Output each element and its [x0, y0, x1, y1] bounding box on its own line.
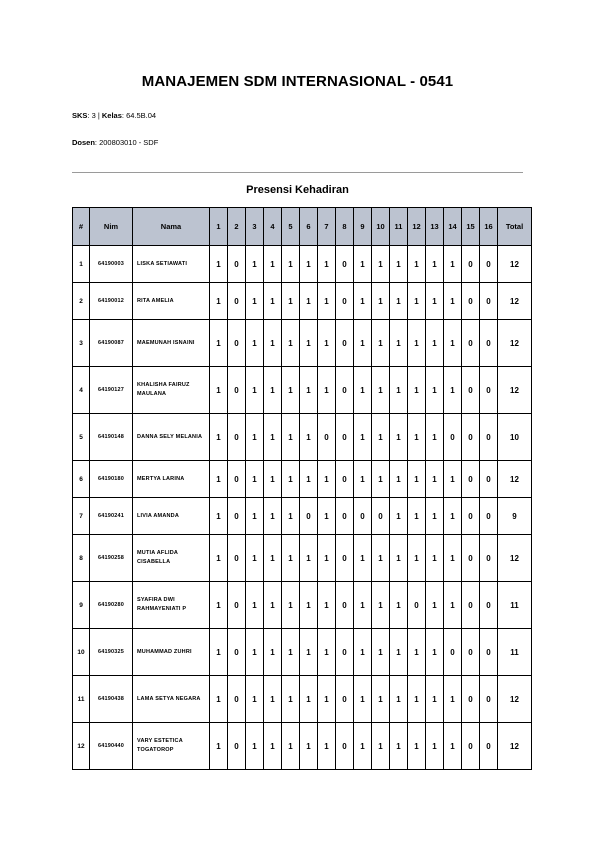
attendance-cell: 1 — [354, 629, 372, 676]
attendance-cell: 1 — [264, 582, 282, 629]
header-meeting-12: 12 — [408, 208, 426, 246]
attendance-cell: 0 — [462, 320, 480, 367]
attendance-cell: 1 — [318, 283, 336, 320]
attendance-cell: 1 — [444, 283, 462, 320]
lecturer-info-line — [72, 138, 158, 147]
attendance-cell: 0 — [408, 582, 426, 629]
table-row — [73, 320, 532, 367]
attendance-cell: 1 — [264, 535, 282, 582]
attendance-cell: 1 — [426, 246, 444, 283]
page-title: MANAJEMEN SDM INTERNASIONAL - 0541 — [141, 73, 454, 90]
attendance-cell: 1 — [372, 283, 390, 320]
attendance-total: 11 — [498, 629, 532, 676]
attendance-cell: 1 — [210, 461, 228, 498]
attendance-cell: 1 — [390, 461, 408, 498]
attendance-cell: 0 — [480, 582, 498, 629]
attendance-cell: 1 — [372, 535, 390, 582]
attendance-cell: 1 — [246, 414, 264, 461]
attendance-cell: 1 — [282, 582, 300, 629]
attendance-cell: 1 — [210, 498, 228, 535]
header-meeting-5: 5 — [282, 208, 300, 246]
attendance-cell: 0 — [336, 461, 354, 498]
sks-label: SKS — [72, 111, 88, 120]
attendance-cell: 1 — [210, 582, 228, 629]
table-row — [73, 246, 532, 283]
student-nim: 64190087 — [90, 320, 133, 367]
attendance-cell: 1 — [390, 676, 408, 723]
attendance-cell: 1 — [246, 283, 264, 320]
attendance-cell: 1 — [390, 414, 408, 461]
attendance-cell: 1 — [426, 676, 444, 723]
attendance-cell: 1 — [354, 320, 372, 367]
attendance-cell: 1 — [246, 320, 264, 367]
attendance-cell: 1 — [300, 582, 318, 629]
attendance-cell: 0 — [480, 283, 498, 320]
attendance-cell: 1 — [408, 535, 426, 582]
attendance-cell: 1 — [426, 723, 444, 770]
attendance-cell: 0 — [462, 498, 480, 535]
student-name: VARY ESTETICA TOGATOROP — [133, 723, 210, 770]
header-meeting-7: 7 — [318, 208, 336, 246]
attendance-cell: 1 — [318, 246, 336, 283]
attendance-cell: 1 — [246, 498, 264, 535]
attendance-cell: 1 — [300, 676, 318, 723]
row-number: 1 — [73, 246, 90, 283]
student-name: MUTIA AFLIDA CISABELLA — [133, 535, 210, 582]
attendance-cell: 0 — [228, 283, 246, 320]
attendance-cell: 1 — [210, 320, 228, 367]
student-nim: 64190438 — [90, 676, 133, 723]
attendance-cell: 1 — [282, 414, 300, 461]
kelas-value: : 64.5B.04 — [121, 111, 157, 120]
attendance-cell: 1 — [408, 283, 426, 320]
attendance-cell: 0 — [480, 629, 498, 676]
attendance-cell: 1 — [354, 582, 372, 629]
attendance-cell: 0 — [228, 629, 246, 676]
attendance-cell: 0 — [480, 246, 498, 283]
attendance-cell: 0 — [228, 723, 246, 770]
student-nim: 64190258 — [90, 535, 133, 582]
attendance-cell: 1 — [390, 283, 408, 320]
attendance-cell: 1 — [246, 461, 264, 498]
attendance-cell: 1 — [282, 367, 300, 414]
attendance-cell: 1 — [300, 246, 318, 283]
attendance-cell: 1 — [300, 283, 318, 320]
attendance-cell: 0 — [462, 629, 480, 676]
attendance-cell: 0 — [300, 498, 318, 535]
attendance-cell: 1 — [246, 246, 264, 283]
attendance-cell: 0 — [444, 414, 462, 461]
attendance-total: 12 — [498, 535, 532, 582]
header-meeting-15: 15 — [462, 208, 480, 246]
attendance-cell: 1 — [408, 461, 426, 498]
attendance-cell: 1 — [426, 498, 444, 535]
header-meeting-9: 9 — [354, 208, 372, 246]
attendance-cell: 1 — [246, 629, 264, 676]
attendance-cell: 1 — [390, 367, 408, 414]
attendance-total: 12 — [498, 246, 532, 283]
attendance-cell: 1 — [408, 320, 426, 367]
attendance-cell: 0 — [336, 320, 354, 367]
header-meeting-10: 10 — [372, 208, 390, 246]
attendance-cell: 1 — [372, 246, 390, 283]
attendance-cell: 1 — [210, 629, 228, 676]
attendance-cell: 0 — [336, 367, 354, 414]
attendance-total: 10 — [498, 414, 532, 461]
header-meeting-14: 14 — [444, 208, 462, 246]
attendance-cell: 1 — [426, 629, 444, 676]
attendance-cell: 0 — [336, 676, 354, 723]
attendance-cell: 0 — [336, 723, 354, 770]
table-row — [73, 535, 532, 582]
attendance-total: 12 — [498, 283, 532, 320]
attendance-cell: 1 — [264, 629, 282, 676]
student-nim: 64190127 — [90, 367, 133, 414]
attendance-cell: 1 — [354, 367, 372, 414]
attendance-cell: 0 — [336, 498, 354, 535]
attendance-cell: 1 — [264, 283, 282, 320]
attendance-cell: 1 — [354, 246, 372, 283]
header-meeting-16: 16 — [480, 208, 498, 246]
attendance-cell: 1 — [282, 246, 300, 283]
attendance-cell: 1 — [354, 283, 372, 320]
attendance-cell: 1 — [408, 498, 426, 535]
student-name: KHALISHA FAIRUZ MAULANA — [133, 367, 210, 414]
attendance-cell: 1 — [444, 582, 462, 629]
student-nim: 64190003 — [90, 246, 133, 283]
table-header-row — [73, 208, 532, 246]
table-row — [73, 414, 532, 461]
attendance-total: 12 — [498, 320, 532, 367]
attendance-cell: 1 — [408, 723, 426, 770]
student-name: LISKA SETIAWATI — [133, 246, 210, 283]
dosen-label: Dosen — [72, 138, 95, 147]
attendance-cell: 1 — [246, 723, 264, 770]
attendance-cell: 1 — [210, 246, 228, 283]
header-meeting-2: 2 — [228, 208, 246, 246]
attendance-cell: 1 — [426, 320, 444, 367]
attendance-cell: 1 — [372, 582, 390, 629]
attendance-cell: 1 — [444, 367, 462, 414]
attendance-cell: 1 — [372, 461, 390, 498]
attendance-cell: 0 — [480, 723, 498, 770]
attendance-cell: 1 — [282, 723, 300, 770]
attendance-cell: 1 — [372, 320, 390, 367]
attendance-cell: 0 — [480, 320, 498, 367]
attendance-cell: 0 — [462, 535, 480, 582]
attendance-cell: 0 — [480, 414, 498, 461]
student-name: RITA AMELIA — [133, 283, 210, 320]
attendance-cell: 1 — [372, 676, 390, 723]
attendance-cell: 1 — [264, 367, 282, 414]
attendance-cell: 1 — [390, 498, 408, 535]
student-name: MAEMUNAH ISNAINI — [133, 320, 210, 367]
header-meeting-6: 6 — [300, 208, 318, 246]
attendance-cell: 1 — [282, 320, 300, 367]
attendance-cell: 1 — [426, 461, 444, 498]
attendance-cell: 1 — [444, 461, 462, 498]
attendance-cell: 0 — [462, 676, 480, 723]
attendance-cell: 0 — [336, 629, 354, 676]
attendance-cell: 1 — [390, 582, 408, 629]
student-nim: 64190012 — [90, 283, 133, 320]
header-meeting-1: 1 — [210, 208, 228, 246]
attendance-cell: 0 — [480, 367, 498, 414]
attendance-cell: 1 — [210, 535, 228, 582]
attendance-cell: 1 — [282, 676, 300, 723]
attendance-cell: 1 — [246, 367, 264, 414]
student-name: MUHAMMAD ZUHRI — [133, 629, 210, 676]
attendance-cell: 1 — [210, 367, 228, 414]
attendance-cell: 1 — [426, 414, 444, 461]
header-meeting-11: 11 — [390, 208, 408, 246]
attendance-total: 12 — [498, 723, 532, 770]
attendance-cell: 1 — [444, 676, 462, 723]
kelas-label: Kelas — [101, 111, 122, 120]
attendance-cell: 0 — [480, 535, 498, 582]
attendance-cell: 1 — [390, 320, 408, 367]
row-number: 4 — [73, 367, 90, 414]
attendance-cell: 1 — [318, 676, 336, 723]
attendance-cell: 0 — [462, 283, 480, 320]
attendance-cell: 0 — [228, 367, 246, 414]
header-total: Total — [498, 208, 532, 246]
table-row — [73, 629, 532, 676]
attendance-cell: 1 — [444, 723, 462, 770]
attendance-cell: 0 — [228, 535, 246, 582]
header-meeting-3: 3 — [246, 208, 264, 246]
attendance-cell: 1 — [444, 246, 462, 283]
attendance-cell: 0 — [336, 582, 354, 629]
attendance-cell: 1 — [246, 582, 264, 629]
attendance-cell: 1 — [444, 498, 462, 535]
student-nim: 64190180 — [90, 461, 133, 498]
attendance-cell: 1 — [426, 535, 444, 582]
attendance-cell: 1 — [354, 676, 372, 723]
attendance-cell: 0 — [228, 320, 246, 367]
header-nim: Nim — [90, 208, 133, 246]
attendance-cell: 1 — [426, 283, 444, 320]
attendance-cell: 0 — [336, 535, 354, 582]
attendance-cell: 1 — [300, 414, 318, 461]
header-meeting-13: 13 — [426, 208, 444, 246]
attendance-cell: 1 — [444, 535, 462, 582]
attendance-cell: 1 — [210, 723, 228, 770]
row-number: 9 — [73, 582, 90, 629]
attendance-cell: 1 — [390, 629, 408, 676]
attendance-cell: 1 — [318, 320, 336, 367]
section-title: Presensi Kehadiran — [246, 184, 349, 196]
attendance-cell: 1 — [210, 676, 228, 723]
attendance-cell: 1 — [264, 461, 282, 498]
attendance-cell: 1 — [210, 283, 228, 320]
attendance-cell: 1 — [282, 498, 300, 535]
row-number: 11 — [73, 676, 90, 723]
row-number: 5 — [73, 414, 90, 461]
attendance-cell: 0 — [480, 676, 498, 723]
row-number: 3 — [73, 320, 90, 367]
student-name: LAMA SETYA NEGARA — [133, 676, 210, 723]
student-nim: 64190325 — [90, 629, 133, 676]
student-name: LIVIA AMANDA — [133, 498, 210, 535]
row-number: 6 — [73, 461, 90, 498]
attendance-cell: 1 — [264, 320, 282, 367]
row-number: 12 — [73, 723, 90, 770]
attendance-cell: 0 — [480, 461, 498, 498]
attendance-cell: 1 — [390, 246, 408, 283]
attendance-cell: 1 — [408, 246, 426, 283]
attendance-cell: 1 — [318, 723, 336, 770]
attendance-cell: 1 — [354, 723, 372, 770]
student-nim: 64190241 — [90, 498, 133, 535]
attendance-cell: 1 — [318, 367, 336, 414]
attendance-cell: 1 — [282, 629, 300, 676]
attendance-cell: 1 — [390, 723, 408, 770]
attendance-cell: 0 — [462, 582, 480, 629]
divider — [72, 172, 523, 173]
attendance-cell: 1 — [282, 283, 300, 320]
attendance-cell: 1 — [300, 367, 318, 414]
attendance-cell: 0 — [228, 414, 246, 461]
table-row — [73, 283, 532, 320]
attendance-cell: 1 — [300, 320, 318, 367]
attendance-cell: 0 — [228, 498, 246, 535]
attendance-cell: 1 — [318, 582, 336, 629]
row-number: 2 — [73, 283, 90, 320]
table-row — [73, 723, 532, 770]
attendance-cell: 1 — [264, 723, 282, 770]
attendance-total: 12 — [498, 461, 532, 498]
attendance-cell: 0 — [228, 461, 246, 498]
attendance-cell: 1 — [354, 414, 372, 461]
attendance-cell: 1 — [210, 414, 228, 461]
table-row — [73, 498, 532, 535]
table-row — [73, 582, 532, 629]
student-nim: 64190440 — [90, 723, 133, 770]
attendance-cell: 1 — [246, 535, 264, 582]
attendance-cell: 0 — [462, 414, 480, 461]
student-nim: 64190148 — [90, 414, 133, 461]
attendance-cell: 1 — [300, 535, 318, 582]
student-name: SYAFIRA DWI RAHMAYENIATI P — [133, 582, 210, 629]
attendance-total: 12 — [498, 676, 532, 723]
attendance-cell: 0 — [462, 723, 480, 770]
attendance-cell: 1 — [264, 246, 282, 283]
attendance-cell: 0 — [228, 676, 246, 723]
attendance-cell: 1 — [372, 414, 390, 461]
attendance-cell: 0 — [336, 246, 354, 283]
attendance-cell: 1 — [264, 676, 282, 723]
sks-value: : 3 — [87, 111, 96, 120]
attendance-total: 11 — [498, 582, 532, 629]
attendance-cell: 1 — [318, 535, 336, 582]
header-nama: Nama — [133, 208, 210, 246]
attendance-cell: 0 — [480, 498, 498, 535]
attendance-cell: 0 — [354, 498, 372, 535]
header-meeting-8: 8 — [336, 208, 354, 246]
attendance-cell: 1 — [408, 414, 426, 461]
dosen-value: : 200803010 - SDF — [94, 138, 159, 147]
attendance-cell: 1 — [264, 498, 282, 535]
attendance-cell: 0 — [444, 629, 462, 676]
row-number: 10 — [73, 629, 90, 676]
attendance-cell: 1 — [318, 629, 336, 676]
attendance-cell: 1 — [426, 367, 444, 414]
attendance-cell: 1 — [282, 461, 300, 498]
attendance-cell: 1 — [372, 723, 390, 770]
attendance-cell: 0 — [336, 283, 354, 320]
row-number: 7 — [73, 498, 90, 535]
header-meeting-4: 4 — [264, 208, 282, 246]
attendance-cell: 1 — [264, 414, 282, 461]
attendance-cell: 1 — [408, 629, 426, 676]
attendance-cell: 1 — [408, 367, 426, 414]
student-name: DANNA SELY MELANIA — [133, 414, 210, 461]
attendance-cell: 0 — [228, 582, 246, 629]
table-body — [73, 246, 532, 770]
row-number: 8 — [73, 535, 90, 582]
attendance-cell: 1 — [300, 629, 318, 676]
attendance-cell: 1 — [372, 629, 390, 676]
header-no: # — [73, 208, 90, 246]
attendance-cell: 0 — [228, 246, 246, 283]
attendance-cell: 1 — [408, 676, 426, 723]
attendance-cell: 1 — [426, 582, 444, 629]
attendance-table — [72, 207, 532, 770]
attendance-cell: 1 — [390, 535, 408, 582]
table-row — [73, 367, 532, 414]
attendance-cell: 0 — [462, 367, 480, 414]
student-nim: 64190280 — [90, 582, 133, 629]
attendance-cell: 0 — [462, 246, 480, 283]
attendance-cell: 1 — [318, 498, 336, 535]
attendance-cell: 0 — [318, 414, 336, 461]
attendance-cell: 0 — [336, 414, 354, 461]
attendance-cell: 1 — [300, 461, 318, 498]
attendance-cell: 1 — [282, 535, 300, 582]
attendance-cell: 1 — [354, 461, 372, 498]
attendance-cell: 1 — [444, 320, 462, 367]
attendance-total: 9 — [498, 498, 532, 535]
attendance-cell: 1 — [354, 535, 372, 582]
student-name: MERTYA LARINA — [133, 461, 210, 498]
attendance-cell: 1 — [300, 723, 318, 770]
attendance-total: 12 — [498, 367, 532, 414]
table-row — [73, 676, 532, 723]
attendance-cell: 1 — [372, 367, 390, 414]
course-info-line — [72, 111, 156, 120]
kelas-separator: | — [95, 111, 102, 120]
attendance-cell: 1 — [246, 676, 264, 723]
table-row — [73, 461, 532, 498]
attendance-cell: 0 — [462, 461, 480, 498]
attendance-cell: 1 — [318, 461, 336, 498]
attendance-cell: 0 — [372, 498, 390, 535]
